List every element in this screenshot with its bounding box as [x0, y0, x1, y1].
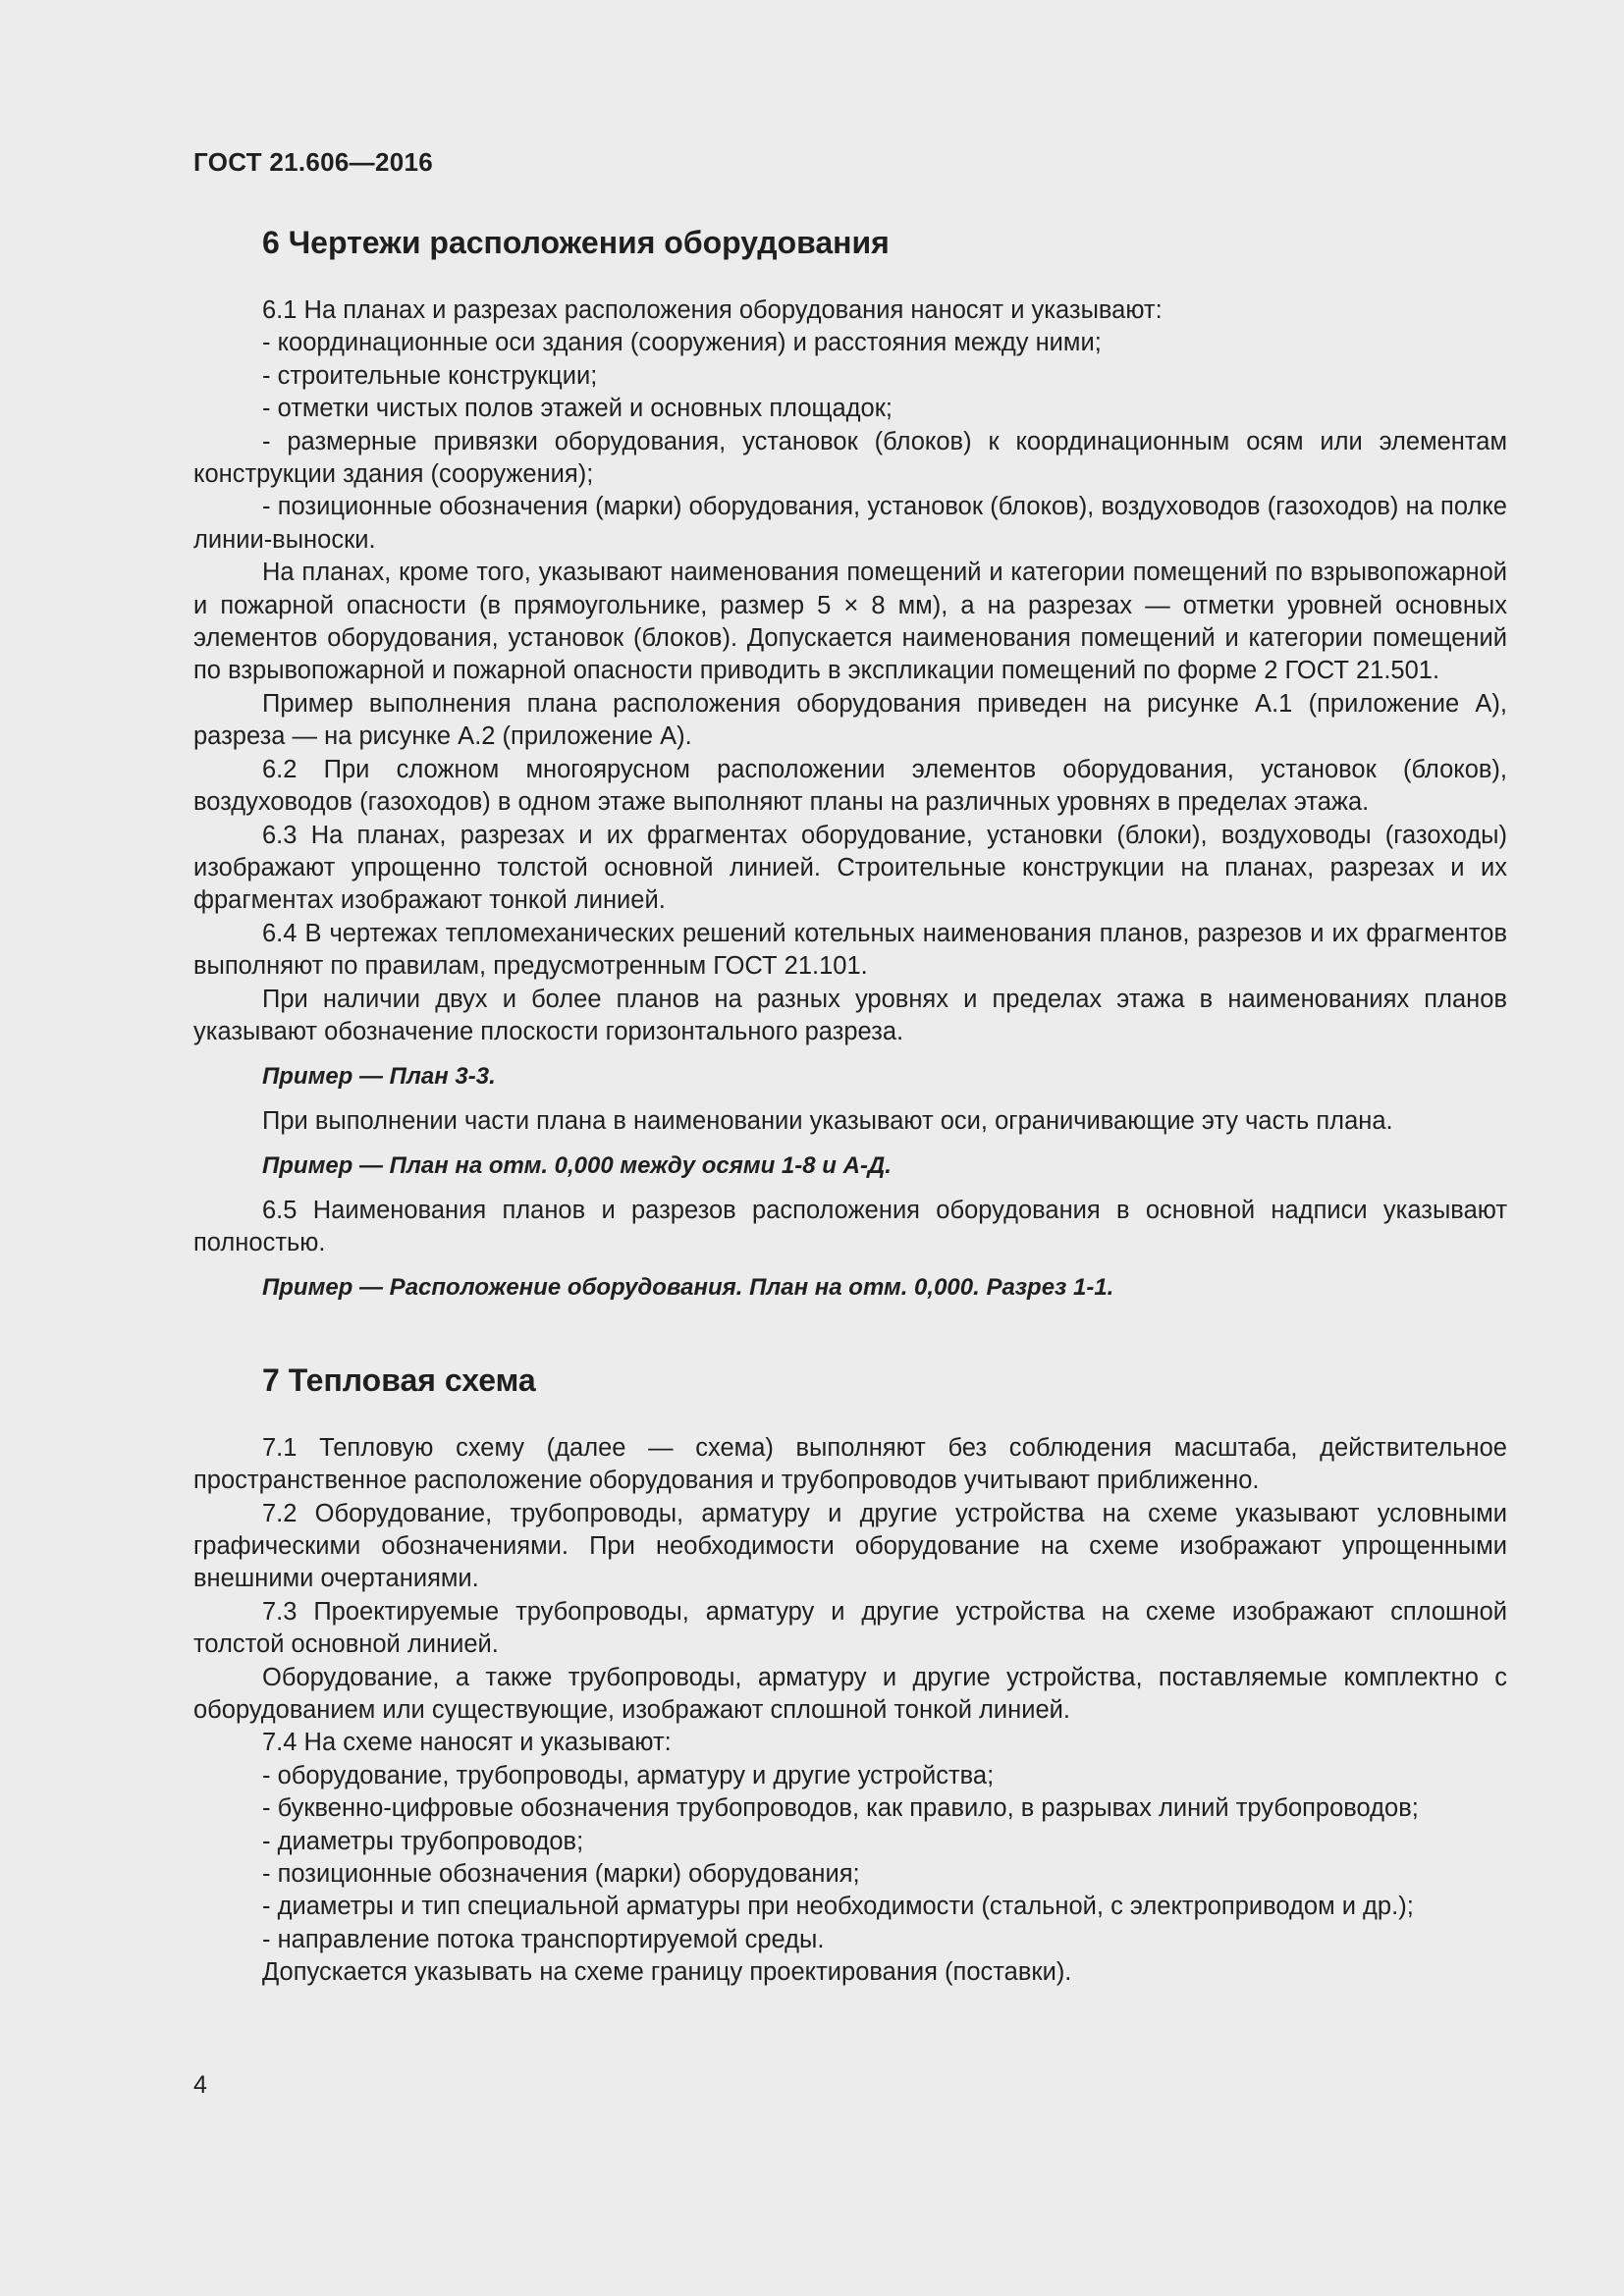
- document-header-code: ГОСТ 21.606—2016: [193, 147, 434, 177]
- example-note: Пример — План на отм. 0,000 между осями 1-8 и А-Д.: [262, 1152, 892, 1180]
- list-item: - буквенно-цифровые обозначения трубопроводов, как правило, в разрывах линий трубопроводов;: [262, 1794, 1419, 1823]
- paragraph-7-2: 7.2 Оборудование, трубопроводы, арматуру и другие устройства на схеме указывают условными графическими обозначениями. При необходимости оборудование на схеме изображают упрощенными внешними очертаниями.: [193, 1499, 1507, 1593]
- paragraph: На планах, кроме того, указывают наименования помещений и категории помещений по взрывопожарной и пожарной опасности (в прямоугольнике, размер 5 × 8 мм), а на разрезах — отметки уровней основных элементов оборудования, установок (блоков). Допускается наименования помещений и категории помещений по взрывопожарной и пожарной опасности приводить в экспликации помещений по форме 2 ГОСТ 21.501.: [193, 559, 1507, 685]
- section-6-title: 6 Чертежи расположения оборудования: [262, 225, 890, 260]
- paragraph-6-2: 6.2 При сложном многоярусном расположении элементов оборудования, установок (блоков), воздуховодов (газоходов) в одном этаже выполняют планы на различных уровнях в пределах этажа.: [193, 755, 1507, 817]
- list-item: - направление потока транспортируемой среды.: [262, 1925, 825, 1953]
- document-body: [193, 218, 1507, 1990]
- paragraph: Допускается указывать на схеме границу проектирования (поставки).: [262, 1958, 1072, 1987]
- list-item: - диаметры и тип специальной арматуры при необходимости (стальной, с электроприводом и др.);: [262, 1893, 1414, 1921]
- paragraph: Пример выполнения плана расположения оборудования приведен на рисунке А.1 (приложение А), разреза — на рисунке А.2 (приложение А).: [193, 689, 1507, 751]
- paragraph: При наличии двух и более планов на разных уровнях и пределах этажа в наименованиях планов указывают обозначение плоскости горизонтального разреза.: [193, 985, 1507, 1045]
- paragraph: При выполнении части плана в наименовании указывают оси, ограничивающие эту часть плана.: [262, 1106, 1393, 1135]
- list-item: - отметки чистых полов этажей и основных площадок;: [262, 395, 893, 423]
- paragraph-7-1: 7.1 Тепловую схему (далее — схема) выполняют без соблюдения масштаба, действительное пространственное расположение оборудования и трубопроводов учитывают приближенно.: [193, 1433, 1507, 1495]
- paragraph-7-3: 7.3 Проектируемые трубопроводы, арматуру и другие устройства на схеме изображают сплошной толстой основной линией.: [193, 1597, 1507, 1659]
- example-note: Пример — Расположение оборудования. План на отм. 0,000. Разрез 1-1.: [262, 1274, 1114, 1302]
- page-number: 4: [193, 2071, 207, 2099]
- paragraph-6-4: 6.4 В чертежах тепломеханических решений котельных наименования планов, разрезов и их фрагментов выполняют по правилам, предусмотренным ГОСТ 21.101.: [193, 919, 1507, 981]
- list-item: - размерные привязки оборудования, установок (блоков) к координационным осям или элементам конструкции здания (сооружения);: [193, 427, 1507, 489]
- list-item: - координационные оси здания (сооружения) и расстояния между ними;: [262, 329, 1102, 357]
- section-7-title: 7 Тепловая схема: [262, 1362, 536, 1398]
- paragraph-7-4: 7.4 На схеме наносят и указывают:: [262, 1729, 672, 1757]
- list-item: - оборудование, трубопроводы, арматуру и другие устройства;: [262, 1761, 995, 1789]
- example-note: Пример — План 3-3.: [262, 1063, 496, 1091]
- list-item: - диаметры трубопроводов;: [262, 1827, 584, 1855]
- paragraph: Оборудование, а также трубопроводы, арматуру и другие устройства, поставляемые комплектно с оборудованием или существующие, изображают сплошной тонкой линией.: [193, 1663, 1507, 1725]
- paragraph-6-5: 6.5 Наименования планов и разрезов расположения оборудования в основной надписи указывают полностью.: [193, 1196, 1507, 1256]
- list-item: - позиционные обозначения (марки) оборудования;: [262, 1860, 860, 1889]
- paragraph-6-1: 6.1 На планах и разрезах расположения оборудования наносят и указывают:: [262, 296, 1163, 324]
- list-item: - позиционные обозначения (марки) оборудования, установок (блоков), воздуховодов (газоходов) на полке линии-выноски.: [193, 493, 1507, 554]
- paragraph-6-3: 6.3 На планах, разрезах и их фрагментах оборудование, установки (блоки), воздуховоды (газоходы) изображают упрощенно толстой основной линией. Строительные конструкции на планах, разрезах и их фрагментах изображают тонкой линией.: [193, 821, 1507, 915]
- list-item: - строительные конструкции;: [262, 361, 598, 390]
